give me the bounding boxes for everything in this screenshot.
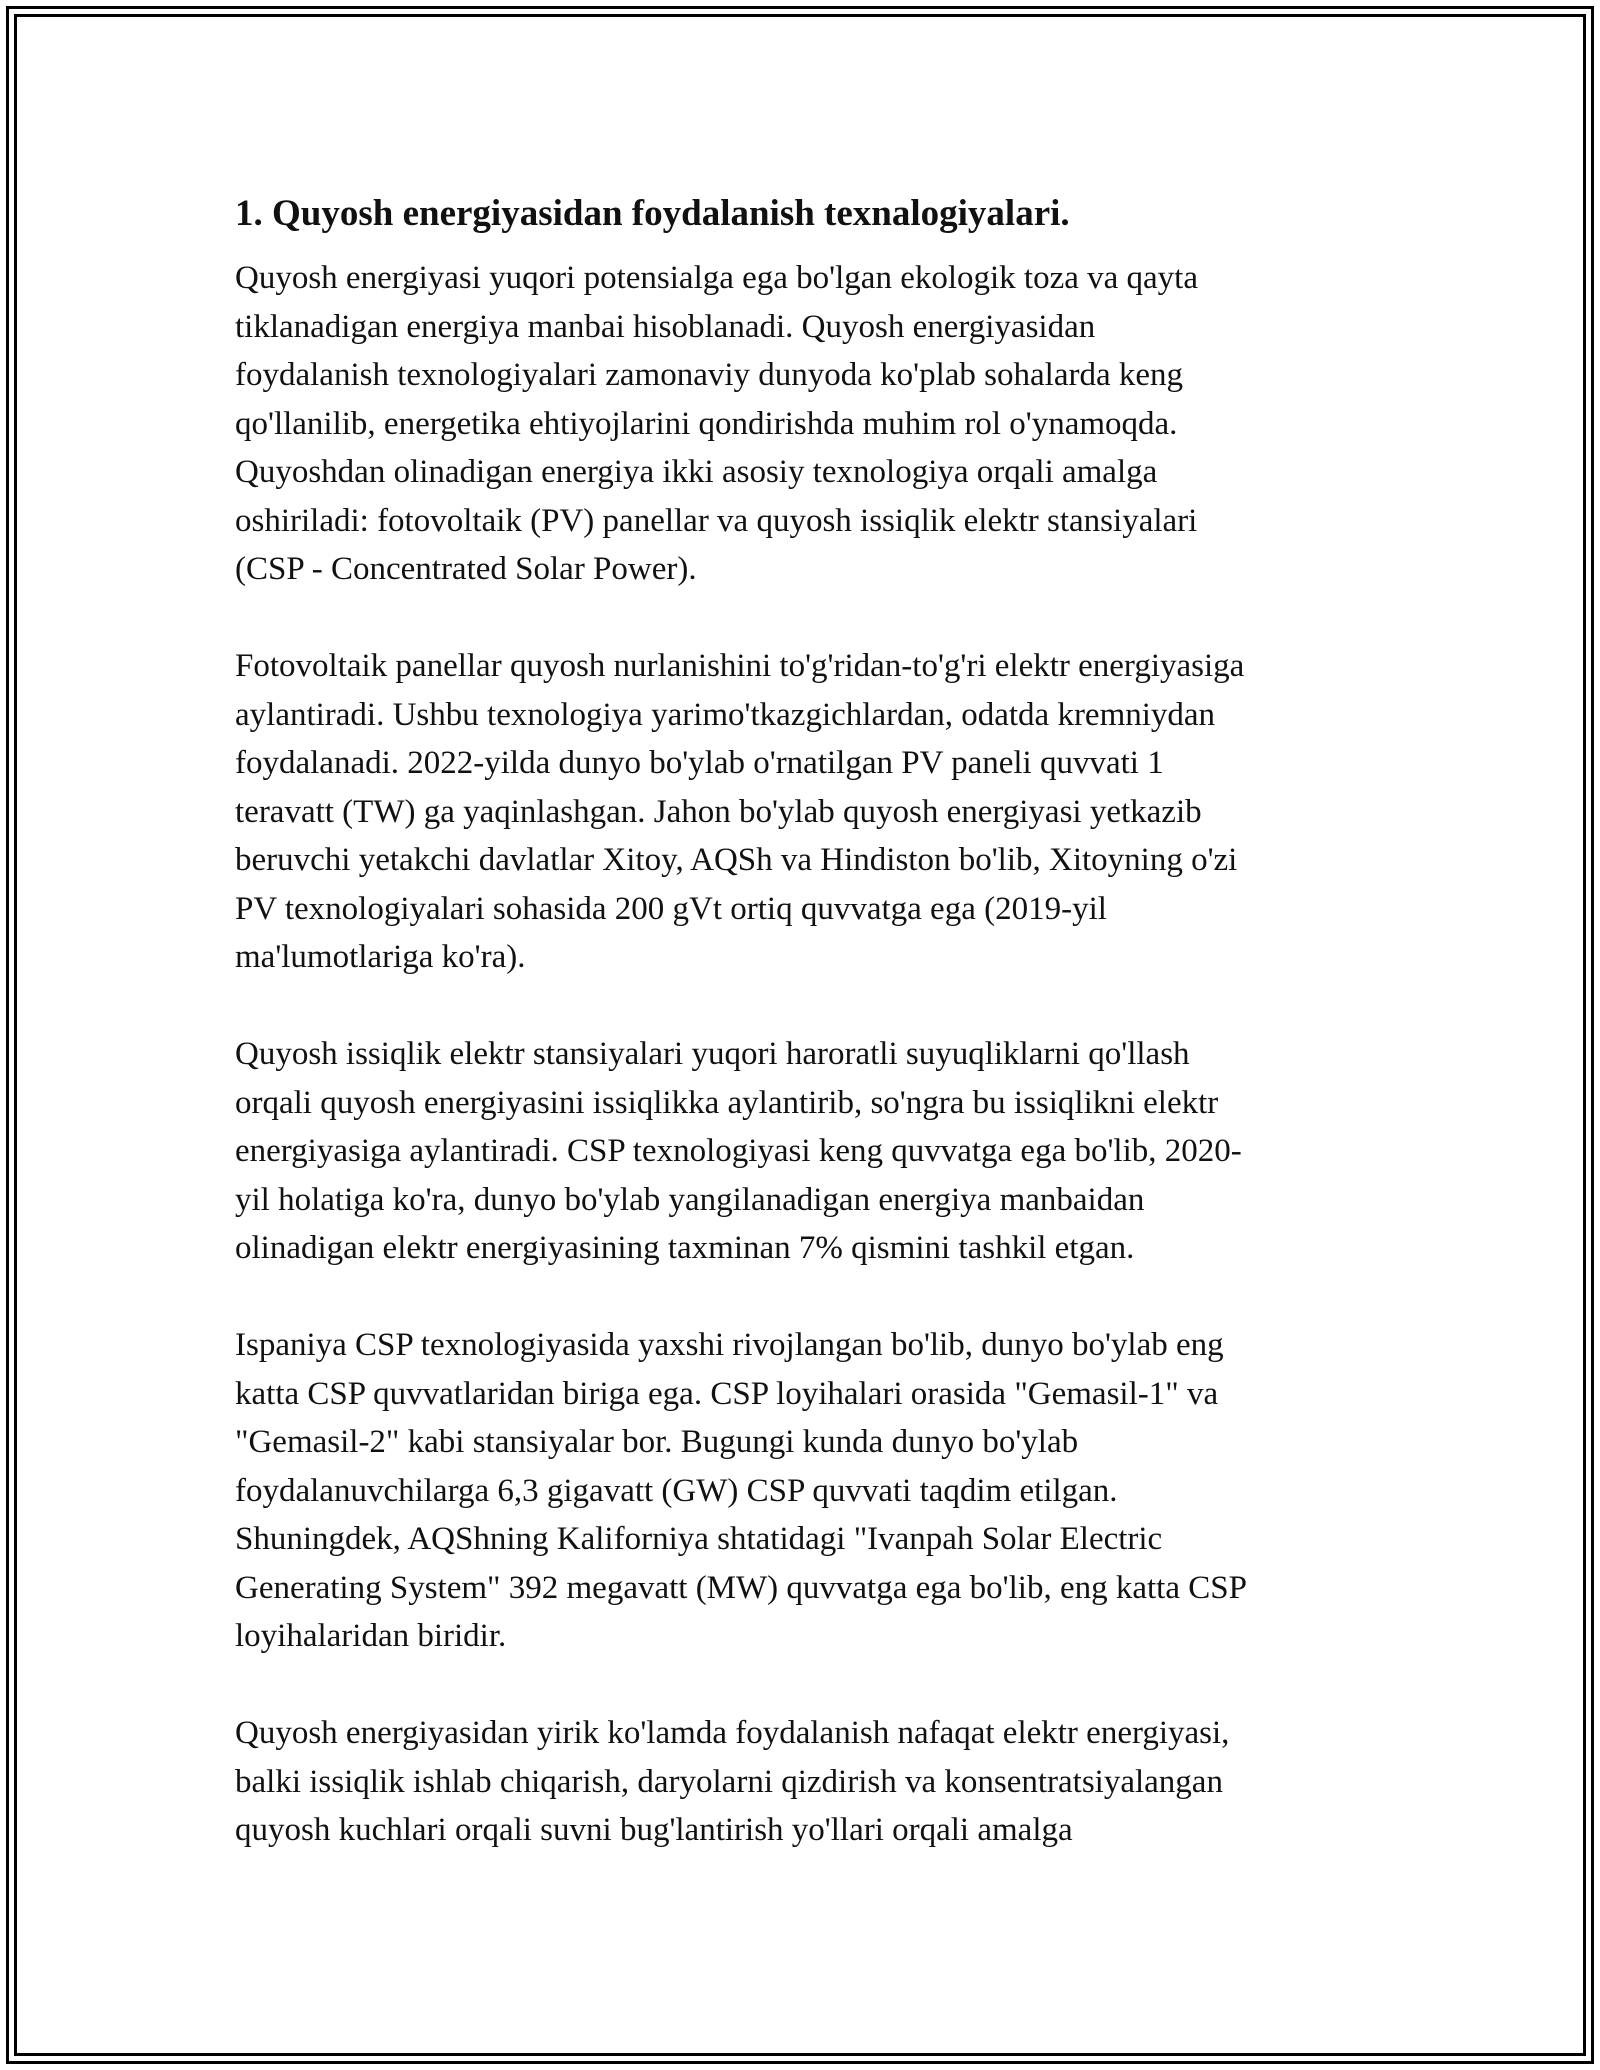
- paragraph-line: katta CSP quvvatlaridan biriga ega. CSP loyihalari orasida "Gemasil-1" va: [235, 1375, 1219, 1412]
- paragraph-large-scale: [235, 1709, 1365, 1855]
- paragraph-line: foydalanish texnologiyalari zamonaviy dunyoda ko'plab sohalarda keng: [235, 357, 1184, 393]
- paragraph-line: qo'llanilib, energetika ehtiyojlarini qondirishda muhim rol o'ynamoqda.: [235, 405, 1178, 442]
- paragraph-line: beruvchi yetakchi davlatlar Xitoy, AQSh va Hindiston bo'lib, Xitoyning o'zi: [235, 842, 1238, 878]
- paragraph-line: Quyosh energiyasi yuqori potensialga ega bo'lgan ekologik toza va qayta: [235, 260, 1198, 296]
- paragraph-line: oshiriladi: fotovoltaik (PV) panellar va quyosh issiqlik elektr stansiyalari: [235, 502, 1198, 539]
- paragraph-line: "Gemasil-2" kabi stansiyalar bor. Bugungi kunda dunyo bo'ylab: [235, 1424, 1079, 1460]
- paragraph-line: aylantiradi. Ushbu texnologiya yarimo'tkazgichlardan, odatda kremniydan: [235, 696, 1216, 733]
- document-body: [235, 186, 1365, 1855]
- paragraph-line: orqali quyosh energiyasini issiqlikka aylantirib, so'ngra bu issiqlikni elektr: [235, 1084, 1219, 1121]
- paragraph-line: (CSP - Concentrated Solar Power).: [235, 551, 697, 587]
- paragraph-line: tiklanadigan energiya manbai hisoblanadi. Quyosh energiyasidan: [235, 308, 1096, 345]
- paragraph-csp-projects: [235, 1321, 1365, 1661]
- paragraph-line: energiyasiga aylantiradi. CSP texnologiyasi keng quvvatga ega bo'lib, 2020-: [235, 1133, 1242, 1169]
- paragraph-line: Quyosh issiqlik elektr stansiyalari yuqori haroratli suyuqliklarni qo'llash: [235, 1036, 1190, 1072]
- paragraph-line: foydalanadi. 2022-yilda dunyo bo'ylab o'rnatilgan PV paneli quvvati 1: [235, 745, 1164, 781]
- paragraph-line: loyihalaridan biridir.: [235, 1618, 507, 1654]
- paragraph-line: PV texnologiyalari sohasida 200 gVt ortiq quvvatga ega (2019-yil: [235, 890, 1107, 927]
- paragraph-line: balki issiqlik ishlab chiqarish, daryolarni qizdirish va konsentratsiyalangan: [235, 1763, 1223, 1800]
- paragraph-photovoltaic: [235, 642, 1365, 982]
- paragraph-csp-overview: [235, 1030, 1365, 1273]
- paragraph-line: Quyosh energiyasidan yirik ko'lamda foydalanish nafaqat elektr energiyasi,: [235, 1715, 1230, 1751]
- paragraph-line: Ispaniya CSP texnologiyasida yaxshi rivojlangan bo'lib, dunyo bo'ylab eng: [235, 1327, 1224, 1363]
- paragraph-line: foydalanuvchilarga 6,3 gigavatt (GW) CSP quvvati taqdim etilgan.: [235, 1472, 1118, 1509]
- paragraph-intro: [235, 254, 1365, 594]
- paragraph-line: Generating System" 392 megavatt (MW) quvvatga ega bo'lib, eng katta CSP: [235, 1569, 1247, 1606]
- paragraph-line: quyosh kuchlari orqali suvni bug'lantirish yo'llari orqali amalga: [235, 1812, 1073, 1848]
- paragraph-line: Quyoshdan olinadigan energiya ikki asosiy texnologiya orqali amalga: [235, 454, 1158, 490]
- paragraph-line: Fotovoltaik panellar quyosh nurlanishini to'g'ridan-to'g'ri elektr energiyasiga: [235, 648, 1245, 684]
- paragraph-line: Shuningdek, AQShning Kaliforniya shtatidagi "Ivanpah Solar Electric: [235, 1521, 1163, 1557]
- paragraph-line: olinadigan elektr energiyasining taxminan 7% qismini tashkil etgan.: [235, 1230, 1135, 1266]
- paragraph-line: yil holatiga ko'ra, dunyo bo'ylab yangilanadigan energiya manbaidan: [235, 1181, 1145, 1218]
- section-heading: 1. Quyosh energiyasidan foydalanish texnalogiyalari.: [235, 193, 1070, 234]
- paragraph-line: teravatt (TW) ga yaqinlashgan. Jahon bo'ylab quyosh energiyasi yetkazib: [235, 793, 1202, 830]
- paragraph-line: ma'lumotlariga ko'ra).: [235, 939, 526, 975]
